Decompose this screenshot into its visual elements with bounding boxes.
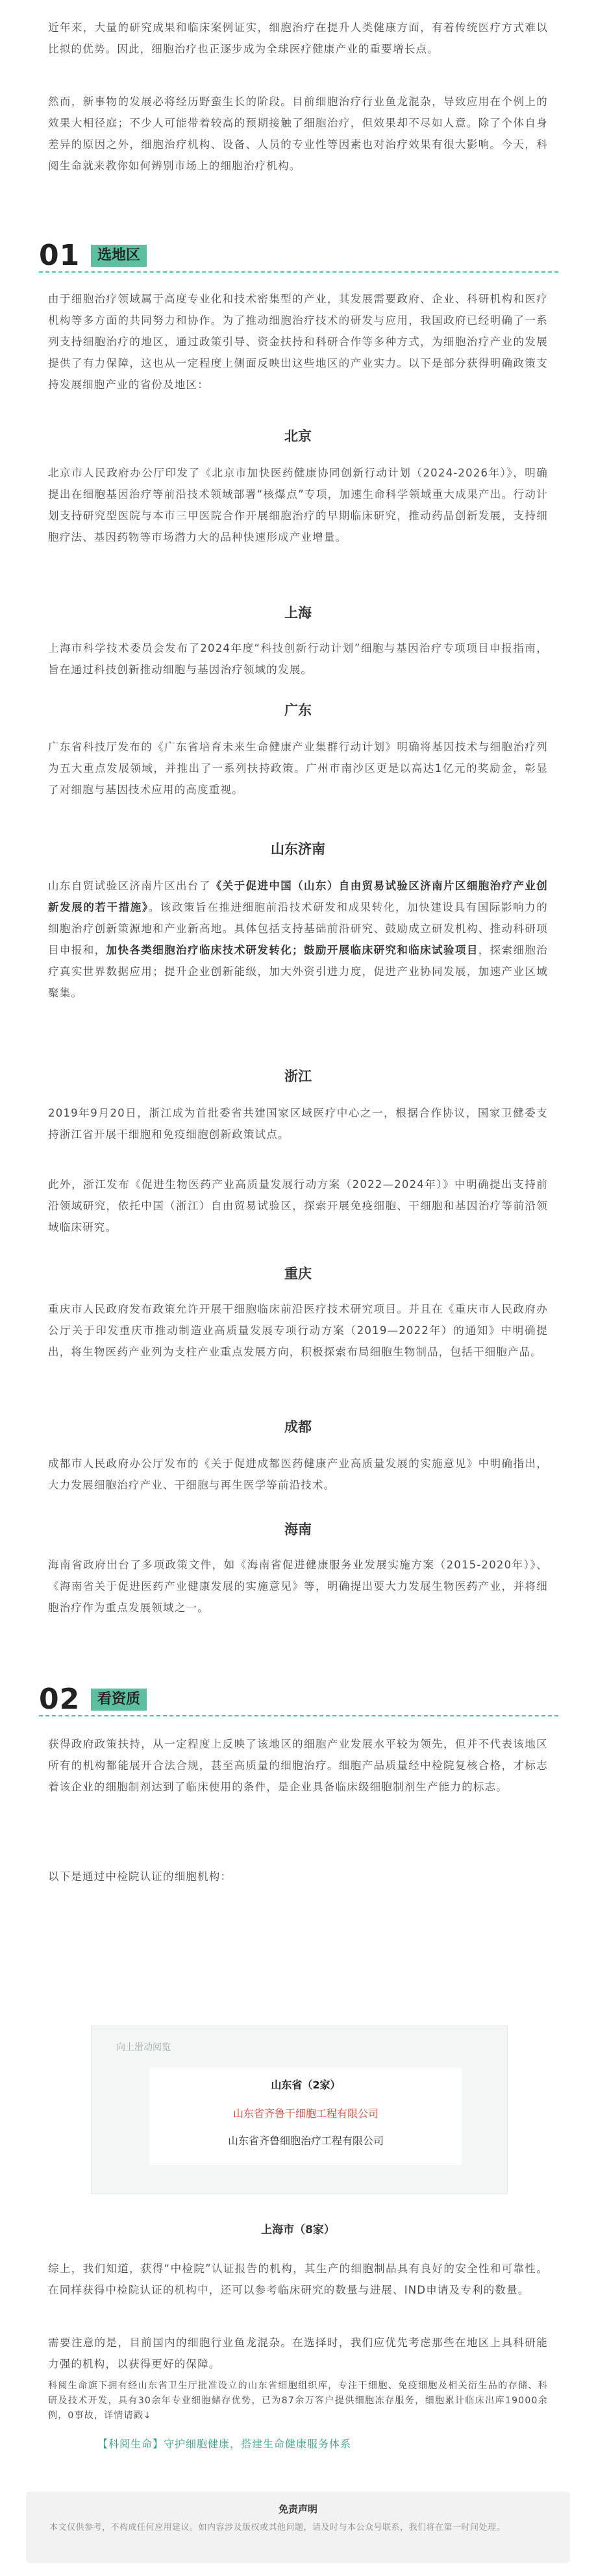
region-text-zhejiang: 2019年9月20日，浙江成为首批委省共建国家区域医疗中心之一，根据合作协议，国家卫健委支持浙江省开展干细胞和免疫细胞创新政策试点。 bbox=[48, 1107, 548, 1141]
section-2-paragraph-5: 科阅生命旗下拥有经山东省卫生厅批准设立的山东省细胞组织库，专注干细胞、免疫细胞及相关衍生品的存储、科研及技术开发，具有30余年专业细胞储存优势，已为87余万客户提供细胞冻存服务，细胞累计临床出库19000余例，0事故，详情请戳↓ bbox=[48, 2381, 548, 2421]
jinan-text-a: 山东自贸试验区济南片区出台了 bbox=[48, 880, 211, 892]
section-2-paragraph-3: 综上，我们知道，获得“中检院”认证报告的机构，其生产的细胞制品具有良好的安全性和可靠性。在同样获得中检院认证的机构中，还可以参考临床研究的数量与进展、IND申请及专利的数量。 bbox=[48, 2262, 548, 2296]
region-title-guangdong: 广东 bbox=[284, 702, 312, 718]
region-title-beijing: 北京 bbox=[284, 428, 312, 444]
region-title-chengdu: 成都 bbox=[284, 1419, 312, 1435]
disclaimer-title: 免责声明 bbox=[278, 2503, 317, 2515]
intro-paragraph-1: 近年来，大量的研究成果和临床案例证实，细胞治疗在提升人类健康方面，有着传统医疗方式难以比拟的优势。因此，细胞治疗也正逐步成为全球医疗健康产业的重要增长点。 bbox=[48, 21, 548, 55]
section-2-paragraph-2: 以下是通过中检院认证的细胞机构： bbox=[48, 1870, 232, 1883]
brand-tagline-link[interactable]: 【科阅生命】守护细胞健康，搭建生命健康服务体系 bbox=[97, 2438, 352, 2450]
section-2-divider bbox=[39, 1715, 558, 1716]
jinan-highlight: 加快各类细胞治疗临床技术研发转化；鼓励开展临床研究和临床试验项目 bbox=[106, 944, 478, 956]
region-text-beijing: 北京市人民政府办公厅印发了《北京市加快医药健康协同创新行动计划（2024-2026年）》，明确提出在细胞基因治疗等前沿技术领域部署“核爆点”专项，加速生命科学领域重大成果产出。行动计划支持研究型医院与本市三甲医院合作开展细胞治疗的早期临床研究，推动药品创新发展，支持细胞疗法、基因药物等市场潜力大的品种快速形成产业增量。 bbox=[48, 467, 548, 543]
region-title-jinan: 山东济南 bbox=[271, 841, 325, 857]
section-2-number: 02 bbox=[39, 1683, 81, 1716]
disclaimer-text: 本文仅供参考，不构成任何应用建议。如内容涉及版权或其他问题，请及时与本公众号联系，我们将在第一时间处理。 bbox=[49, 2523, 506, 2533]
table-group-shandong bbox=[150, 2068, 462, 2165]
scroll-hint: 向上滑动阅览 bbox=[116, 2042, 171, 2053]
region-text-guangdong: 广东省科技厅发布的《广东省培育未来生命健康产业集群行动计划》明确将基因技术与细胞治疗列为五大重点发展领域，并推出了一系列扶持政策。广州市南沙区更是以高达1亿元的奖励金，彰显了对细胞与基因技术应用的高度重视。 bbox=[48, 741, 548, 796]
jinan-policy-title: 《关于促进中国（山东）自由贸易试验区济南片区细胞治疗产业创新发展的若干措施》 bbox=[48, 880, 548, 913]
region-text-hainan: 海南省政府出台了多项政策文件，如《海南省促进健康服务业发展实施方案（2015-2020年）》、《海南省关于促进医药产业健康发展的实施意见》等，明确提出要大力发展生物医药产业，并将细胞治疗作为重点发展领域之一。 bbox=[48, 1559, 548, 1614]
region-title-chongqing: 重庆 bbox=[284, 1266, 312, 1282]
jinan-text-c: 。该政策旨在推进细胞前沿技术研发和成果转化，加快建设具有国际影响力的细胞治疗创新策源地和产业新高地。具体包括支持基础前沿研究、鼓励成立研发机构、推动科研项目申报和， bbox=[48, 901, 548, 956]
table-group-header: 山东省（2家） bbox=[271, 2079, 341, 2091]
table-row: 山东省齐鲁干细胞工程有限公司 bbox=[232, 2107, 379, 2120]
region-text-zhejiang-2: 此外，浙江发布《促进生物医药产业高质量发展行动方案（2022—2024年）》中明确提出支持前沿领域研究，依托中国（浙江）自由贸易试验区，探索开展免疫细胞、干细胞和基因治疗等前沿领域临床研究。 bbox=[48, 1178, 548, 1233]
region-text-chongqing: 重庆市人民政府发布政策允许开展干细胞临床前沿医疗技术研究项目。并且在《重庆市人民政府办公厅关于印发重庆市推动制造业高质量发展专项行动方案（2019—2022年）的通知》中明确提出，将生物医药产业列为支柱产业重点发展方向，积极探索布局细胞生物制品，包括干细胞产品。 bbox=[48, 1303, 548, 1358]
intro-paragraph-2: 然而，新事物的发展必将经历野蛮生长的阶段。目前细胞治疗行业鱼龙混杂，导致应用在个例上的效果大相径庭；不少人可能带着较高的预期接触了细胞治疗，但效果却不尽如人意。除了个体自身差异的原因之外，细胞治疗机构、设备、人员的专业性等因素也对治疗效果有很大影响。今天，科阅生命就来教你如何辨别市场上的细胞治疗机构。 bbox=[48, 95, 548, 172]
region-title-zhejiang: 浙江 bbox=[284, 1069, 312, 1084]
table-group-header-shanghai: 上海市（8家） bbox=[261, 2223, 335, 2236]
table-row: 山东省齐鲁细胞治疗工程有限公司 bbox=[227, 2135, 384, 2147]
region-text-shanghai: 上海市科学技术委员会发布了2024年度“科技创新行动计划”细胞与基因治疗专项项目申报指南，旨在通过科技创新推动细胞与基因治疗领域的发展。 bbox=[48, 642, 548, 676]
section-1-intro: 由于细胞治疗领域属于高度专业化和技术密集型的产业，其发展需要政府、企业、科研机构和医疗机构等多方面的共同努力和协作。为了推动细胞治疗技术的研发与应用，我国政府已经明确了一系列支持细胞治疗的地区，通过政策引导、资金扶持和科研合作等多种方式，为细胞治疗产业的发展提供了有力保障，这也从一定程度上侧面反映出这些地区的产业实力。以下是部分获得明确政策支持发展细胞产业的省份及地区： bbox=[48, 293, 548, 391]
section-1-label: 选地区 bbox=[91, 245, 147, 267]
section-2-header bbox=[39, 1683, 182, 1716]
jinan-text-e: ，探索细胞治疗真实世界数据应用；提升企业创新能级，加大外资引进力度，促进产业协同发展，加速产业区域聚集。 bbox=[48, 944, 549, 999]
section-2-paragraph-1: 获得政府政策扶持，从一定程度上反映了该地区的细胞产业发展水平较为领先，但并不代表该地区所有的机构都能展开合法合规，甚至高质量的细胞治疗。细胞产品质量经中检院复核合格，才标志着该企业的细胞制剂达到了临床使用的条件，是企业具备临床级细胞制剂生产能力的标志。 bbox=[48, 1738, 548, 1793]
region-title-hainan: 海南 bbox=[284, 1522, 312, 1537]
region-text-jinan bbox=[48, 875, 548, 1004]
certified-institutions-table[interactable] bbox=[91, 2025, 508, 2194]
section-1-number: 01 bbox=[39, 239, 81, 272]
section-2-paragraph-4: 需要注意的是，目前国内的细胞行业鱼龙混杂。在选择时，我们应优先考虑那些在地区上具科研能力强的机构，以获得更好的保障。 bbox=[48, 2336, 548, 2370]
section-1-divider bbox=[39, 271, 558, 273]
section-1-header bbox=[39, 239, 182, 273]
disclaimer-box bbox=[26, 2492, 570, 2563]
section-2-label: 看资质 bbox=[91, 1689, 147, 1711]
region-text-chengdu: 成都市人民政府办公厅发布的《关于促进成都医药健康产业高质量发展的实施意见》中明确指出，大力发展细胞治疗产业、干细胞与再生医学等前沿技术。 bbox=[48, 1457, 548, 1491]
region-title-shanghai: 上海 bbox=[284, 605, 312, 621]
